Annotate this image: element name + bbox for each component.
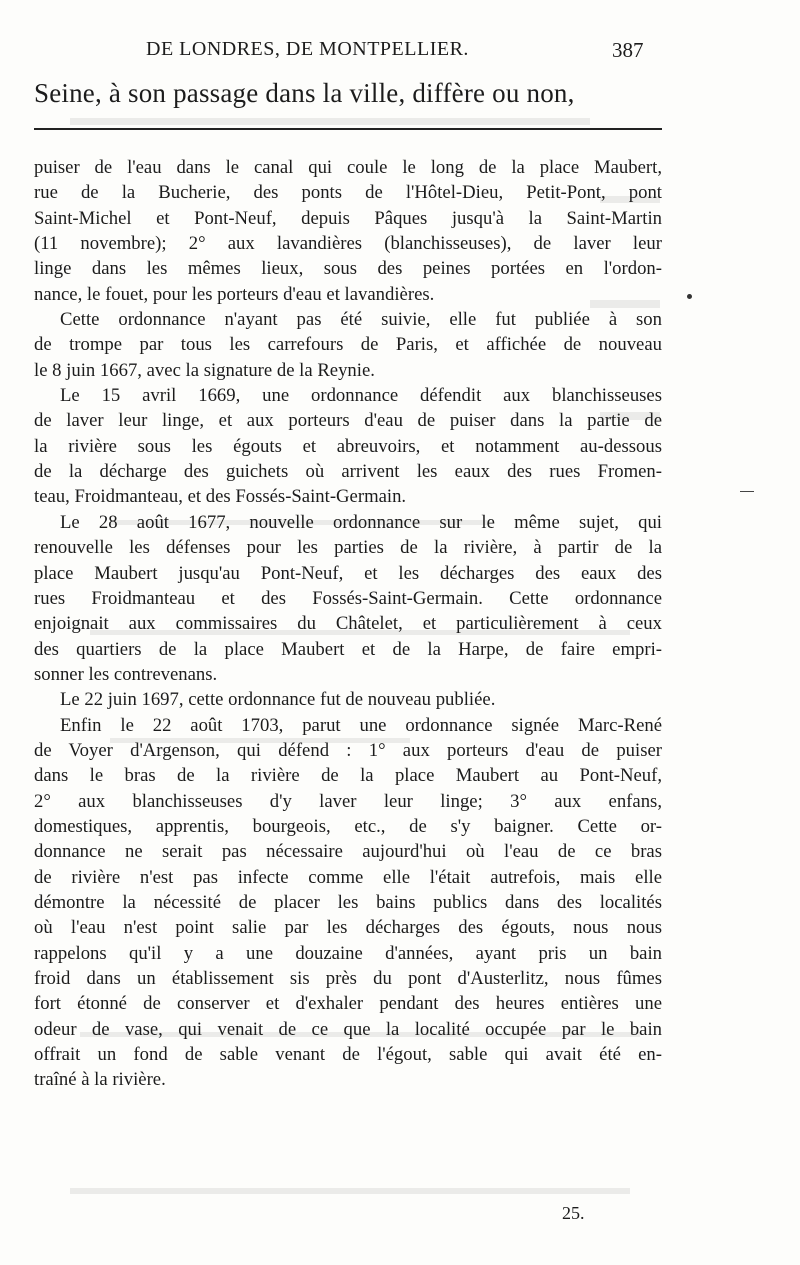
text-line: le 8 juin 1667, avec la signature de la Reynie.	[34, 359, 375, 381]
text-line: sonner les contrevenans.	[34, 663, 218, 685]
body-text	[34, 155, 662, 1093]
text-line: place Maubert jusqu'au Pont-Neuf, et les décharges des eaux des	[34, 562, 662, 584]
text-line: Cette ordonnance n'ayant pas été suivie, elle fut publiée à son	[60, 309, 662, 331]
text-line: odeur de vase, qui venait de ce que la localité occupée par le bain	[34, 1018, 662, 1040]
header-rule	[34, 128, 662, 130]
text-line: Enfin le 22 août 1703, parut une ordonnance signée Marc-René	[60, 714, 662, 736]
text-line: froid dans un établissement sis près du pont d'Austerlitz, nous fûmes	[34, 968, 662, 989]
text-line: Saint-Michel et Pont-Neuf, depuis Pâques jusqu'à la Saint-Martin	[34, 207, 662, 229]
text-line: fort étonné de conserver et d'exhaler pendant des heures entières une	[34, 993, 662, 1015]
text-line: de laver leur linge, et aux porteurs d'eau de puiser dans la partie de	[34, 410, 662, 432]
text-line: teau, Froidmanteau, et des Fossés-Saint-Germain.	[34, 486, 407, 508]
text-line: la rivière sous les égouts et abreuvoirs, et notamment au-dessous	[34, 435, 662, 457]
text-line: de Voyer d'Argenson, qui défend : 1° aux porteurs d'eau de puiser	[34, 739, 662, 761]
text-line: puiser de l'eau dans le canal qui coule le long de la place Maubert,	[34, 157, 662, 178]
text-line: de la décharge des guichets où arrivent les eaux des rues Fromen-	[34, 461, 662, 483]
text-line: Le 15 avril 1669, une ordonnance défendit aux blanchisseuses	[60, 385, 662, 407]
text-line: enjoignait aux commissaires du Châtelet, et particulièrement à ceux	[34, 613, 662, 635]
signature-mark: 25.	[562, 1203, 585, 1223]
text-line: rappelons qu'il y a une douzaine d'années, ayant pris un bain	[34, 942, 662, 964]
text-line: dans le bras de la rivière de la place Maubert au Pont-Neuf,	[34, 765, 662, 787]
margin-mark	[687, 294, 692, 299]
text-line: nance, le fouet, pour les porteurs d'eau et lavandières.	[34, 283, 435, 305]
text-line: Le 28 août 1677, nouvelle ordonnance sur le même sujet, qui	[60, 511, 662, 533]
text-line: des quartiers de la place Maubert et de la Harpe, de faire empri-	[34, 638, 662, 660]
text-line: renouvelle les défenses pour les parties de la rivière, à partir de la	[34, 537, 662, 559]
text-line: offrait un fond de sable venant de l'égout, sable qui avait été en-	[34, 1044, 662, 1066]
running-head: DE LONDRES, DE MONTPELLIER.	[146, 38, 469, 60]
text-line: linge dans les mêmes lieux, sous des peines portées en l'ordon-	[34, 258, 662, 280]
text-line: donnance ne serait pas nécessaire aujourd'hui où l'eau de ce bras	[34, 841, 662, 863]
text-line: 2° aux blanchisseuses d'y laver leur linge; 3° aux enfans,	[34, 790, 662, 812]
text-line: où l'eau n'est point salie par les décharges des égouts, nous nous	[34, 917, 662, 939]
text-line: de trompe par tous les carrefours de Paris, et affichée de nouveau	[34, 334, 662, 356]
previous-page-catchline: Seine, à son passage dans la ville, diffère ou non,	[34, 78, 575, 108]
text-line: rue de la Bucherie, des ponts de l'Hôtel-Dieu, Petit-Pont, pont	[34, 182, 662, 204]
text-line: démontre la nécessité de placer les bains publics dans des localités	[34, 891, 662, 913]
margin-mark	[740, 491, 754, 492]
text-line: rues Froidmanteau et des Fossés-Saint-Germain. Cette ordonnance	[34, 587, 662, 609]
text-line: (11 novembre); 2° aux lavandières (blanchisseuses), de laver leur	[34, 233, 662, 255]
text-line: domestiques, apprentis, bourgeois, etc., de s'y baigner. Cette or-	[34, 815, 662, 837]
text-line: de rivière n'est pas infecte comme elle l'était autrefois, mais elle	[34, 866, 662, 888]
text-line: traîné à la rivière.	[34, 1069, 166, 1091]
text-line: Le 22 juin 1697, cette ordonnance fut de nouveau publiée.	[60, 689, 496, 711]
page-number: 387	[612, 38, 644, 62]
